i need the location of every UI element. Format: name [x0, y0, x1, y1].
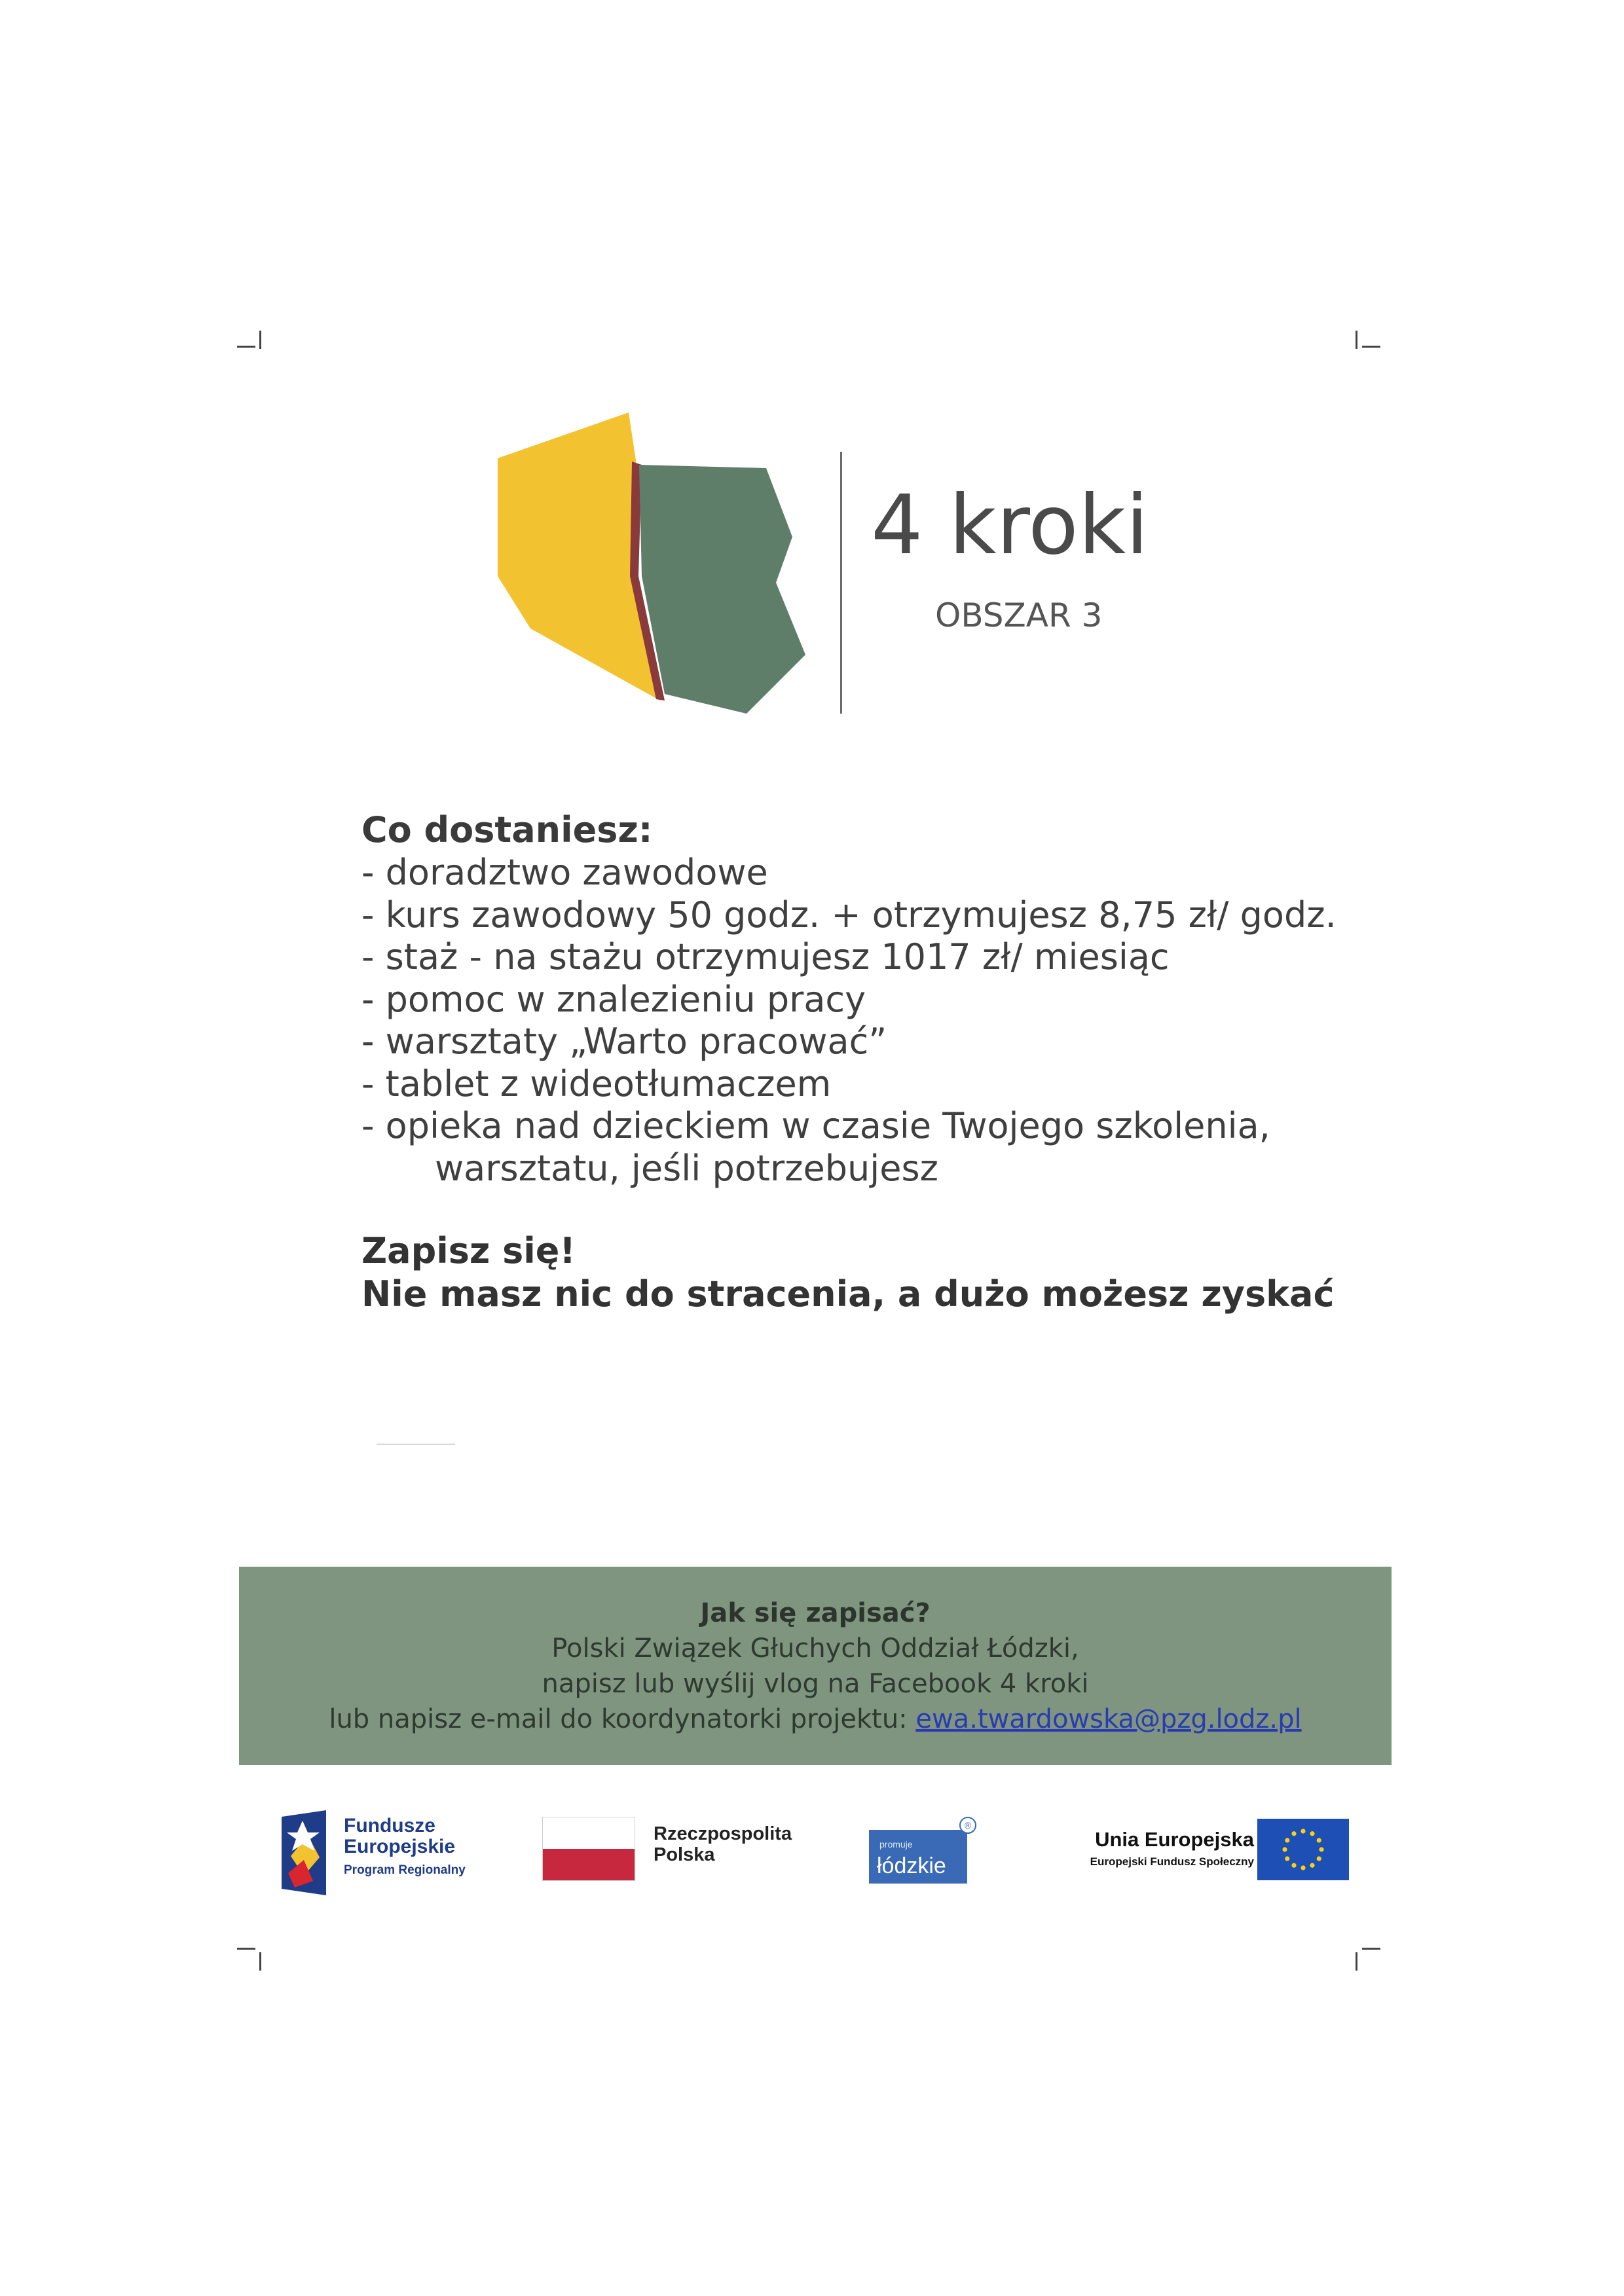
eu-star: [1291, 1831, 1296, 1836]
benefit-item-continuation: warsztatu, jeśli potrzebujesz: [435, 1147, 938, 1189]
fundusze-europejskie-icon: [282, 1810, 326, 1895]
eu-star: [1285, 1838, 1289, 1842]
eu-star: [1317, 1838, 1321, 1842]
divider-rule: [377, 1444, 455, 1445]
benefits-heading: Co dostaniesz:: [361, 809, 653, 850]
eu-star: [1310, 1831, 1314, 1836]
contact-organization: Polski Związek Głuchych Oddział Łódzki,: [551, 1633, 1079, 1664]
eu-star: [1301, 1865, 1305, 1870]
fundusze-europejskie-logo: [282, 1810, 498, 1899]
eu-flag-icon: [1257, 1819, 1349, 1880]
registered-mark: ®: [959, 1817, 976, 1834]
polish-flag-icon: [542, 1817, 635, 1881]
crop-mark-bottom-left-v: [259, 1952, 261, 1971]
contact-facebook: napisz lub wyślij vlog na Facebook 4 kroki: [542, 1669, 1089, 1699]
crop-mark-top-right-v: [1356, 331, 1357, 349]
contact-email-line: [239, 1702, 1392, 1737]
eu-star: [1291, 1863, 1296, 1868]
fe-line1: Fundusze: [344, 1815, 435, 1836]
crop-mark-bottom-right-v: [1356, 1952, 1357, 1971]
project-logo-mark: [485, 412, 825, 720]
eu-star: [1282, 1847, 1287, 1851]
benefit-list: [361, 852, 1409, 1190]
benefits-section: [361, 809, 1409, 1190]
promuje-lodzkie-logo: [869, 1820, 974, 1889]
crop-mark-bottom-left-h: [237, 1948, 255, 1950]
contact-box: [239, 1567, 1392, 1765]
rp-line1: Rzeczpospolita: [654, 1823, 792, 1844]
fe-line2: Europejskie: [344, 1836, 456, 1857]
benefit-item: - kurs zawodowy 50 godz. + otrzymujesz 8,75 zł/ godz.: [361, 894, 1337, 936]
crop-mark-bottom-right-h: [1362, 1948, 1380, 1950]
crop-mark-top-left-h: [237, 346, 255, 348]
eu-line1: Unia Europejska: [1095, 1828, 1254, 1851]
logo-green-shape: [639, 465, 805, 714]
rzeczpospolita-polska-logo: [542, 1817, 824, 1889]
logo-title: 4 kroki: [871, 478, 1149, 573]
benefit-item: - opieka nad dzieckiem w czasie Twojego szkolenia,: [361, 1105, 1270, 1146]
eu-star: [1301, 1829, 1305, 1833]
eu-star: [1310, 1863, 1314, 1868]
eu-star: [1317, 1856, 1321, 1861]
call-to-action: [361, 1230, 1409, 1316]
contact-heading: Jak się zapisać?: [700, 1598, 931, 1628]
benefit-item: - staż - na stażu otrzymujesz 1017 zł/ miesiąc: [361, 936, 1170, 977]
logo-divider: [840, 452, 842, 714]
lodzkie-big-text: łódzkie: [877, 1853, 946, 1878]
eu-star: [1319, 1847, 1323, 1851]
benefit-item: - warsztaty „Warto pracować”: [361, 1021, 887, 1062]
cta-signup: Zapisz się!: [361, 1230, 576, 1271]
cta-tagline: Nie masz nic do stracenia, a dużo możesz zyskać: [361, 1273, 1335, 1315]
crop-mark-top-left-v: [259, 331, 261, 349]
unia-europejska-logo: [1035, 1819, 1349, 1884]
benefit-item: - doradztwo zawodowe: [361, 852, 768, 893]
benefit-item: - tablet z wideotłumaczem: [361, 1063, 832, 1104]
rp-line2: Polska: [654, 1844, 715, 1865]
logo-subtitle: OBSZAR 3: [935, 596, 1103, 634]
eu-star: [1285, 1856, 1289, 1861]
contact-email-prefix: lub napisz e-mail do koordynatorki projektu:: [329, 1704, 916, 1734]
lodzkie-badge: [869, 1830, 967, 1884]
eu-line2: Europejski Fundusz Społeczny: [1090, 1855, 1254, 1868]
crop-mark-top-right-h: [1362, 346, 1380, 348]
contact-email-link[interactable]: ewa.twardowska@pzg.lodz.pl: [915, 1704, 1302, 1734]
fe-line3: Program Regionalny: [344, 1863, 466, 1877]
benefit-item: - pomoc w znalezieniu pracy: [361, 978, 866, 1020]
lodzkie-small-text: promuje: [879, 1839, 913, 1850]
